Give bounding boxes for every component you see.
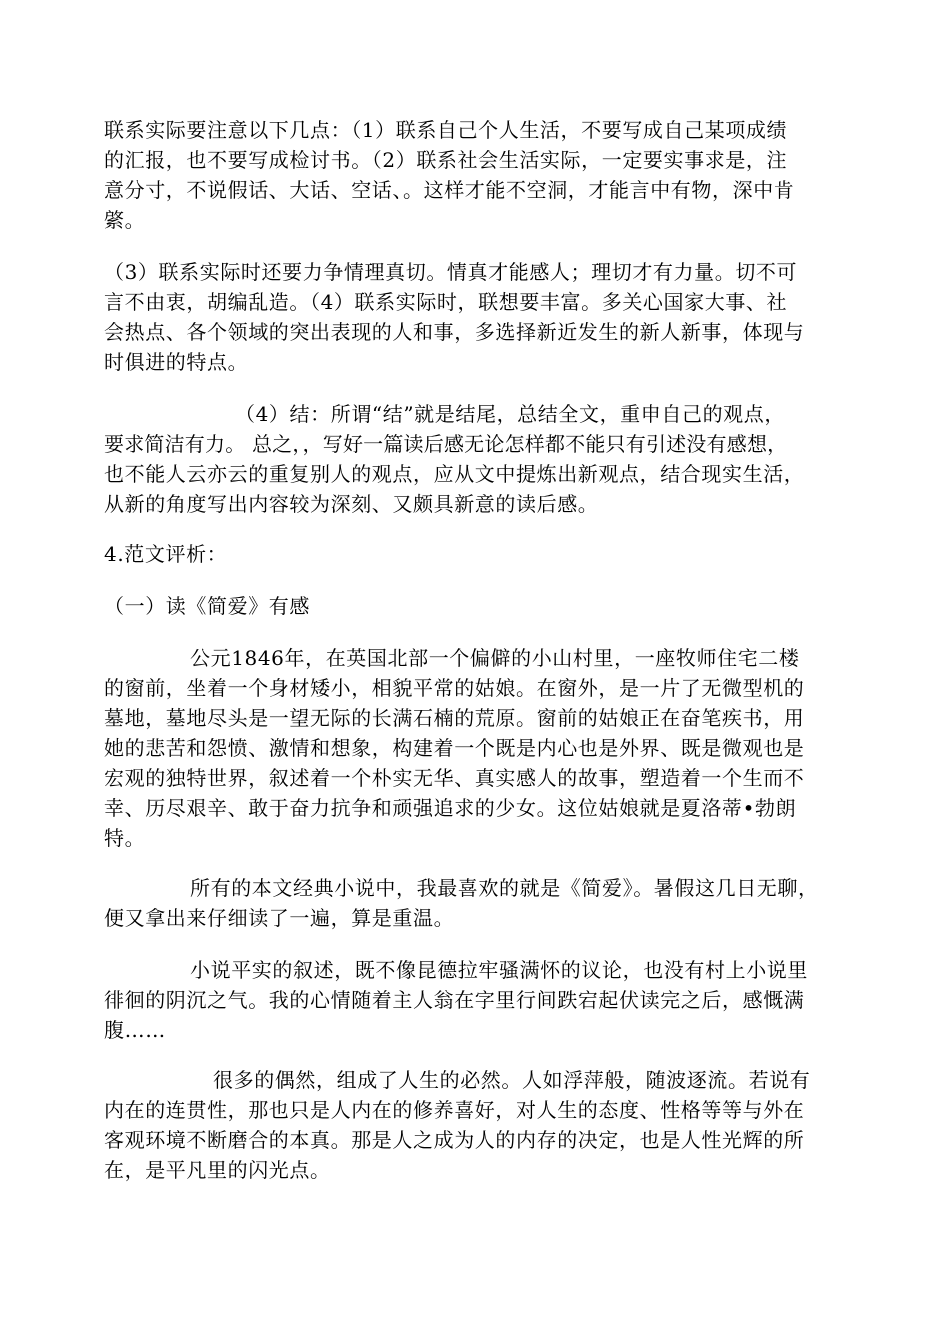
text-line: 要求简洁有力。 总之，，写好一篇读后感无论怎样都不能只有引述没有感想， — [104, 432, 788, 456]
text-line: （4）结：所谓“结”就是结尾，总结全文，重申自己的观点， — [235, 402, 785, 426]
text-line: 公元1846年，在英国北部一个偏僻的小山村里，一座牧师住宅二楼 — [190, 646, 800, 670]
text-line: 幸、历尽艰辛、敢于奋力抗争和顽强追求的少女。这位姑娘就是夏洛蒂•勃朗 — [104, 796, 797, 820]
text-line: 内在的连贯性，那也只是人内在的修养喜好，对人生的态度、性格等等与外在 — [104, 1098, 805, 1122]
text-line: 所有的本文经典小说中，我最喜欢的就是《简爱》。暑假这几日无聊， — [190, 876, 819, 900]
text-line: 联系实际要注意以下几点：（1）联系自己个人生活，不要写成自己某项成绩 — [104, 118, 788, 142]
text-line: 言不由衷，胡编乱造。（4）联系实际时，联想要丰富。多关心国家大事、社 — [104, 290, 788, 314]
text-line: 很多的偶然，组成了人生的必然。人如浮萍般，随波逐流。若说有 — [213, 1068, 811, 1092]
text-line: 小说平实的叙述，既不像昆德拉牢骚满怀的议论，也没有村上小说里 — [190, 958, 808, 982]
text-line: 也不能人云亦云的重复别人的观点，应从文中提炼出新观点，结合现实生活， — [104, 462, 805, 486]
text-line: 时俱进的特点。 — [104, 350, 249, 374]
text-line: 的汇报，也不要写成检讨书。（2）联系社会生活实际，一定要实事求是，注 — [104, 148, 788, 172]
text-line: 她的悲苦和怨愤、激情和想象，构建着一个既是内心也是外界、既是微观也是 — [104, 736, 805, 760]
text-line: 綮。 — [104, 208, 146, 232]
text-line: 宏观的独特世界，叙述着一个朴实无华、真实感人的故事，塑造着一个生而不 — [104, 766, 805, 790]
text-line: 徘徊的阴沉之气。我的心情随着主人翁在字里行间跌宕起伏读完之后，感慨满 — [104, 988, 805, 1012]
text-line: 腹…… — [104, 1018, 166, 1042]
text-line: 便又拿出来仔细读了一遍，算是重温。 — [104, 906, 455, 930]
text-line: 特。 — [104, 826, 146, 850]
text-line: 从新的角度写出内容较为深刻、又颇具新意的读后感。 — [104, 492, 599, 516]
section-heading: 4.范文评析： — [104, 542, 228, 566]
text-line: 在，是平凡里的闪光点。 — [104, 1158, 331, 1182]
text-line: 的窗前，坐着一个身材矮小，相貌平常的姑娘。在窗外，是一片了无微型机的 — [104, 676, 805, 700]
article-title: （一）读《简爱》有感 — [104, 594, 310, 618]
text-line: （3）联系实际时还要力争情理真切。情真才能感人；理切才有力量。切不可 — [104, 260, 798, 284]
text-line: 墓地，墓地尽头是一望无际的长满石楠的荒原。窗前的姑娘正在奋笔疾书，用 — [104, 706, 805, 730]
text-line: 客观环境不断磨合的本真。那是人之成为人的内存的决定，也是人性光辉的所 — [104, 1128, 805, 1152]
text-line: 会热点、各个领域的突出表现的人和事，多选择新近发生的新人新事，体现与 — [104, 320, 805, 344]
text-line: 意分寸，不说假话、大话、空话、。这样才能不空洞，才能言中有物，深中肯 — [104, 178, 795, 202]
